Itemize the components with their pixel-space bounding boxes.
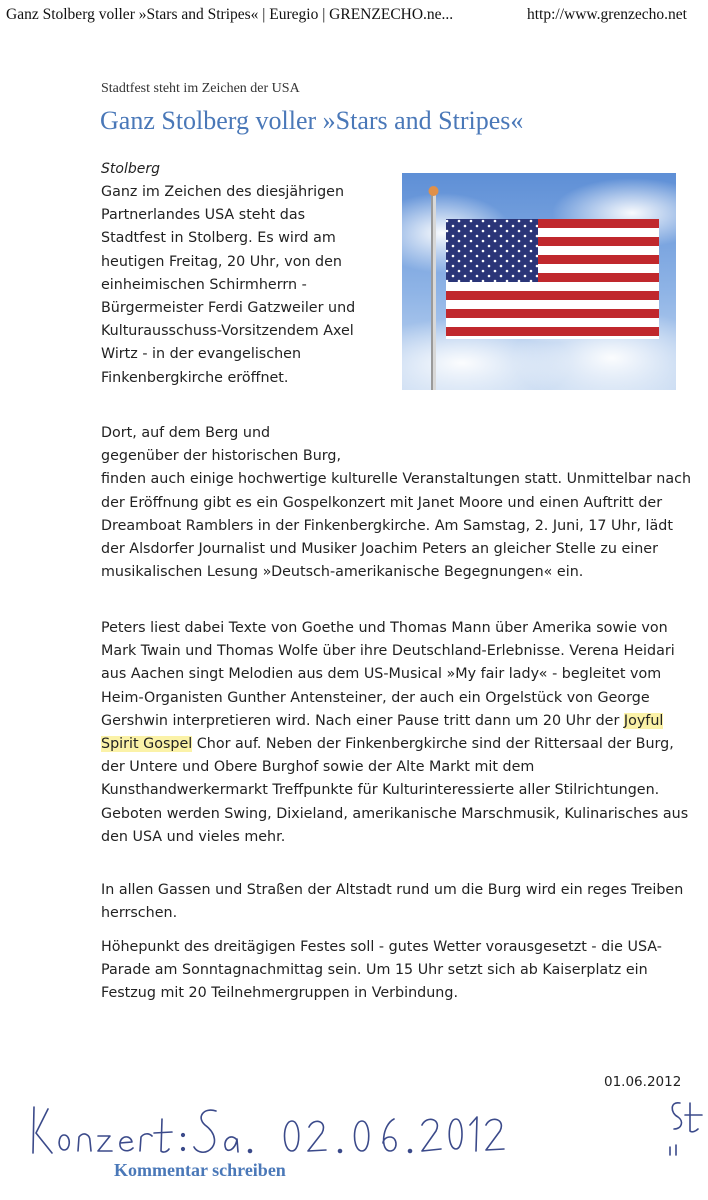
comment-link[interactable]: Kommentar schreiben xyxy=(114,1160,286,1180)
paragraph-3-text-after: Chor auf. Neben der Finkenbergkirche sind der Rittersaal der Burg, der Untere und Obere Burghof sowie der Alte Markt mit dem Kunsthandwerkermarkt Treffpunkte für Kulturinteressierte aller Stilrichtungen. Geboten werden Swing, Dixieland, amerikanische Marschmusik, Kulinarisches aus den USA und vieles mehr. xyxy=(101,736,689,845)
article-kicker: Stadtfest steht im Zeichen der USA xyxy=(101,81,300,96)
article-paragraph-3 xyxy=(101,617,691,849)
article-date: 01.06.2012 xyxy=(604,1074,682,1090)
highlighted-text: Joyful Spirit Gospel xyxy=(101,712,664,753)
handwritten-note xyxy=(30,1095,708,1165)
print-header-url: http://www.grenzecho.net xyxy=(527,6,687,23)
article-paragraph-2 xyxy=(101,422,691,584)
paragraph-3-text-before: Peters liest dabei Texte von Goethe und Thomas Mann über Amerika sowie von Mark Twain und Thomas Wolfe über ihre Deutschland-Erlebnisse. Verena Heidari aus Aachen singt Melodien aus dem US-Musical »My fair lady« - begleitet vom Heim-Organisten Gunther Antensteiner, der auch ein Orgelstück von George Gershwin interpretieren wird. Nach einer Pause tritt dann um 20 Uhr der xyxy=(101,620,675,729)
article-dateline: Stolberg xyxy=(101,161,160,177)
article-headline: Ganz Stolberg voller »Stars and Stripes« xyxy=(100,106,524,135)
us-flag-image xyxy=(402,173,676,390)
article-paragraph-5: Höhepunkt des dreitägigen Festes soll - gutes Wetter vorausgesetzt - die USA-Parade am Sonntagnachmittag sein. Um 15 Uhr setzt sich ab Kaiserplatz ein Festzug mit 20 Teilnehmergruppen in Verbindung. xyxy=(101,939,662,1002)
article-paragraph-4: In allen Gassen und Straßen der Altstadt rund um die Burg wird ein reges Treiben herrschen. xyxy=(101,882,684,922)
article-paragraph-1: Ganz im Zeichen des diesjährigen Partnerlandes USA steht das Stadtfest in Stolberg. Es wird am heutigen Freitag, 20 Uhr, von den einheimischen Schirmherrn - Bürgermeister Ferdi Gatzweiler und Kulturausschuss-Vorsitzendem Axel Wirtz - in der evangelischen Finkenbergkirche eröffnet. xyxy=(101,184,356,386)
article-paragraph-2-line-1: Dort, auf dem Berg und xyxy=(101,425,271,441)
article-paragraph-2-line-3: finden auch einige hochwertige kulturelle Veranstaltungen statt. Unmittelbar nach der Eröffnung gibt es ein Gospelkonzert mit Janet Moore und einen Auftritt der Dreamboat Ramblers in der Finkenbergkirche. Am Samstag, 2. Juni, 17 Uhr, lädt der Alsdorfer Journalist und Musiker Joachim Peters an gleicher Stelle zu einer musikalischen Lesung »Deutsch-amerikanische Begegnungen« ein. xyxy=(101,471,692,581)
article-paragraph-2-line-2: gegenüber der historischen Burg, xyxy=(101,448,342,465)
print-header-title: Ganz Stolberg voller »Stars and Stripes« | Euregio | GRENZECHO.ne... xyxy=(6,6,454,23)
print-header xyxy=(0,0,708,30)
